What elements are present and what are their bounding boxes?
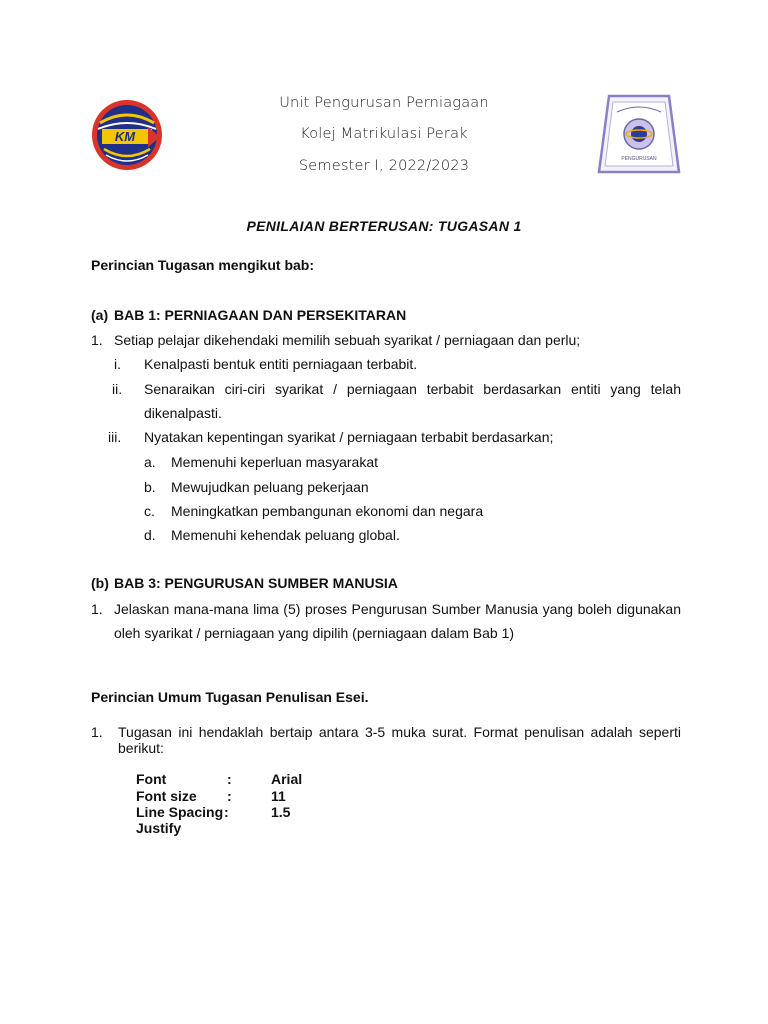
bab1-point-a-num: a. — [144, 454, 156, 470]
essay-item1-num: 1. — [91, 724, 103, 740]
section-intro: Perincian Tugasan mengikut bab: — [91, 257, 315, 273]
bab1-sub-ii-line2: dikenalpasti. — [144, 405, 222, 421]
document-title: PENILAIAN BERTERUSAN: TUGASAN 1 — [246, 218, 522, 234]
essay-item1-line1: Tugasan ini hendaklah bertaip antara 3-5 muka surat. Format penulisan adalah seperti — [118, 724, 681, 740]
bab1-sub-i-num: i. — [114, 356, 121, 372]
spec-font-value: Arial — [271, 771, 303, 787]
spec-size-value: 11 — [271, 788, 286, 804]
essay-item1-line2: berikut: — [118, 740, 164, 756]
header-unit: Unit Pengurusan Perniagaan — [279, 95, 489, 111]
bab1-point-b-num: b. — [144, 479, 156, 495]
bab3-heading: BAB 3: PENGURUSAN SUMBER MANUSIA — [114, 575, 398, 591]
spec-font-sep: : — [227, 771, 232, 787]
bab3-marker: (b) — [91, 575, 109, 591]
spec-font-label: Font — [136, 771, 167, 787]
bab1-point-d-num: d. — [144, 527, 156, 543]
bab1-item1-text: Setiap pelajar dikehendaki memilih sebuah syarikat / perniagaan dan perlu; — [114, 332, 581, 348]
bab1-item1-num: 1. — [91, 332, 103, 348]
spec-spacing-sep: : — [224, 804, 229, 820]
bab3-item1-num: 1. — [91, 601, 103, 617]
bab1-point-c-text: Meningkatkan pembangunan ekonomi dan negara — [171, 503, 484, 519]
logo-left-text: KM — [114, 129, 136, 144]
bab1-sub-ii-line1: Senaraikan ciri-ciri syarikat / perniagaan terbabit berdasarkan entiti yang telah — [144, 381, 681, 397]
bab1-point-b-text: Mewujudkan peluang pekerjaan — [171, 479, 369, 495]
spec-justify-label: Justify — [136, 820, 182, 836]
header-college: Kolej Matrikulasi Perak — [300, 126, 468, 142]
spec-size-label: Font size — [136, 788, 197, 804]
bab1-sub-ii-num: ii. — [112, 381, 123, 397]
essay-heading: Perincian Umum Tugasan Penulisan Esei. — [91, 689, 369, 705]
bab3-item1-line1: Jelaskan mana-mana lima (5) proses Pengurusan Sumber Manusia yang boleh digunakan — [114, 601, 681, 617]
bab1-heading: BAB 1: PERNIAGAAN DAN PERSEKITARAN — [114, 307, 407, 323]
bab1-marker: (a) — [91, 307, 109, 323]
logo-right-text: PENGURUSAN — [621, 156, 657, 162]
bab1-point-c-num: c. — [144, 503, 155, 519]
header-semester: Semester I, 2022/2023 — [298, 158, 470, 174]
spec-size-sep: : — [227, 788, 232, 804]
bab1-sub-iii-num: iii. — [108, 429, 122, 445]
bab1-point-a-text: Memenuhi keperluan masyarakat — [171, 454, 378, 470]
spec-spacing-label: Line Spacing — [136, 804, 224, 820]
spec-spacing-value: 1.5 — [271, 804, 291, 820]
bab1-sub-i-text: Kenalpasti bentuk entiti perniagaan terbabit. — [144, 356, 418, 372]
bab3-item1-line2: oleh syarikat / perniagaan yang dipilih (perniagaan dalam Bab 1) — [114, 625, 515, 641]
bab1-sub-iii-text: Nyatakan kepentingan syarikat / perniagaan terbabit berdasarkan; — [144, 429, 554, 445]
bab1-point-d-text: Memenuhi kehendak peluang global. — [171, 527, 400, 543]
